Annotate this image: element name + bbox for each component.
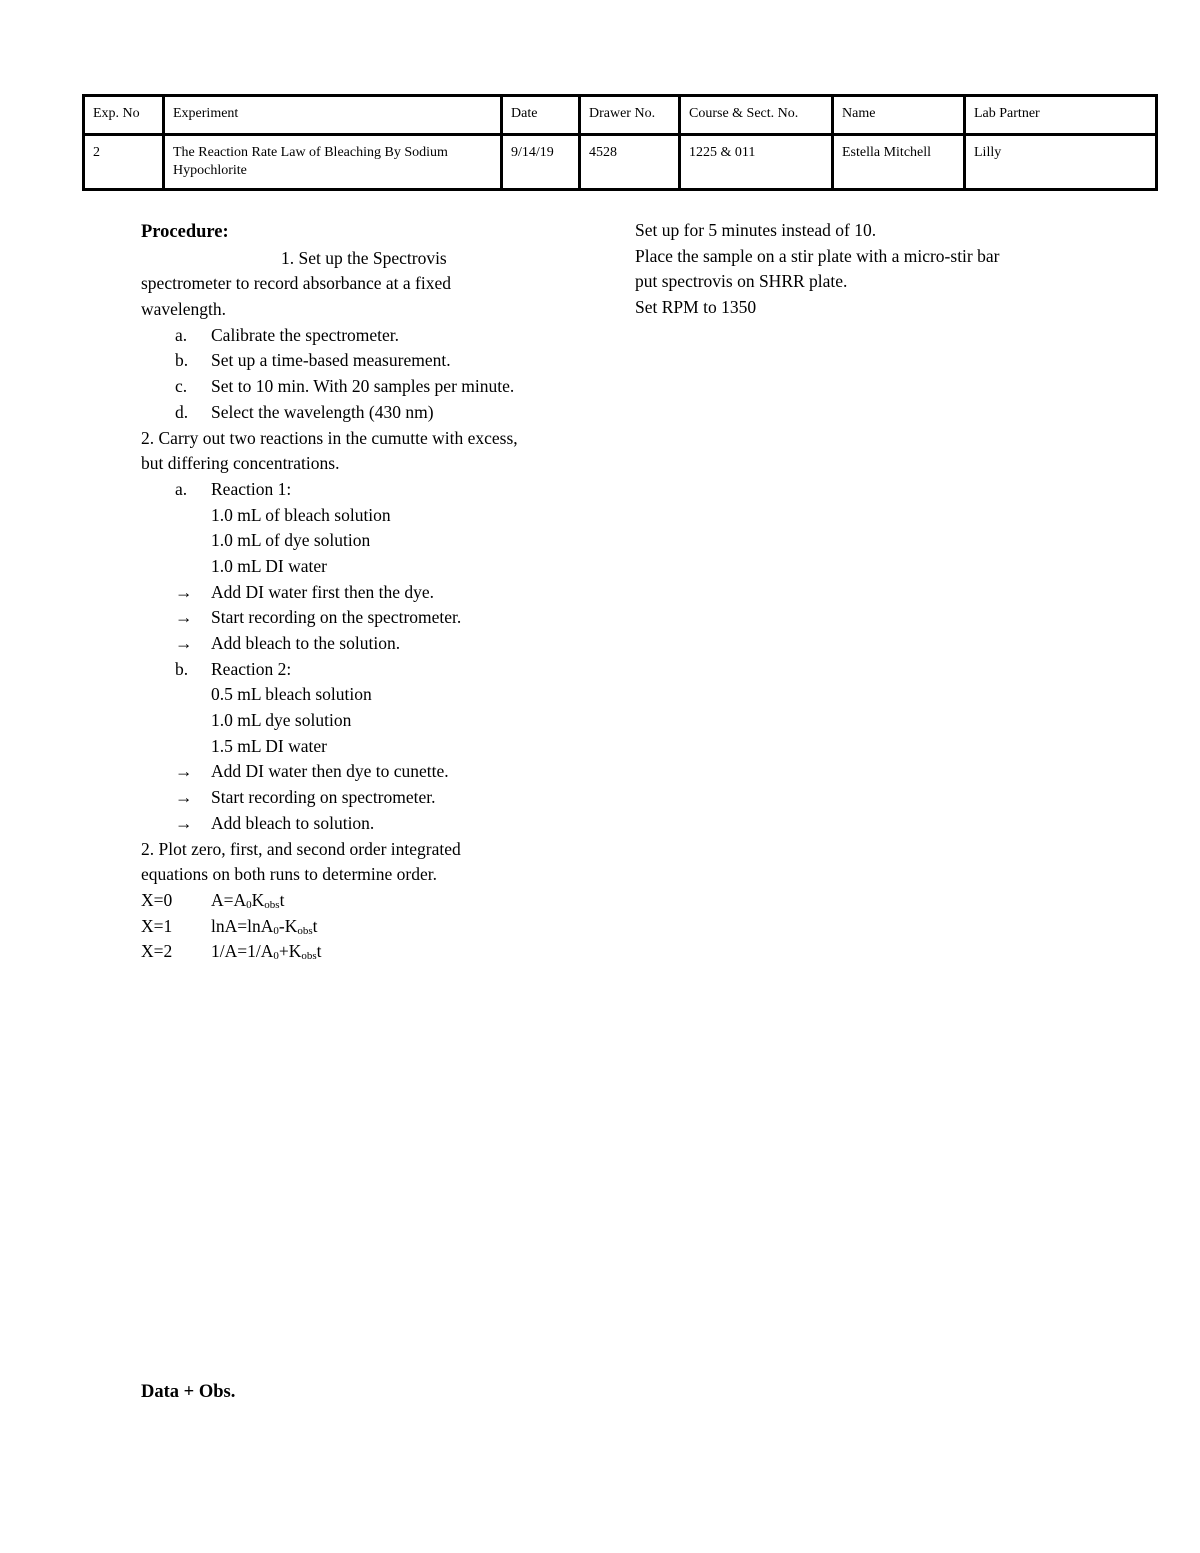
list-item	[141, 400, 581, 426]
list-text: Start recording on spectrometer.	[211, 787, 436, 808]
list-text: Calibrate the spectrometer.	[211, 324, 400, 345]
value-lab-partner: Lilly	[965, 135, 1157, 190]
header-exp-no: Exp. No	[84, 96, 164, 135]
list-text: Select the wavelength (430 nm)	[211, 401, 434, 422]
list-text: Set up a time-based measurement.	[211, 350, 451, 371]
step2-line: 2. Carry out two reactions in the cumutte with excess,	[141, 427, 518, 448]
reaction1-amount: 1.0 mL DI water	[211, 555, 327, 576]
step2-line: but differing concentrations.	[141, 453, 340, 474]
step1-continuation: spectrometer to record absorbance at a fixed	[141, 273, 451, 294]
arrow-right-icon: →	[175, 581, 193, 602]
header-experiment: Experiment	[164, 96, 502, 135]
note-line: Place the sample on a stir plate with a micro-stir bar	[635, 245, 1000, 266]
note-line: Set up for 5 minutes instead of 10.	[635, 220, 877, 240]
list-text: Add DI water first then the dye.	[211, 581, 435, 602]
list-text: Add DI water then dye to cunette.	[211, 761, 449, 782]
list-marker: c.	[175, 376, 188, 397]
arrow-right-icon: →	[175, 812, 193, 833]
value-drawer-no: 4528	[580, 135, 680, 190]
arrow-right-icon: →	[175, 607, 193, 628]
list-text: Reaction 2:	[211, 658, 292, 679]
equation-order: X=2	[141, 941, 173, 962]
header-lab-partner: Lab Partner	[965, 96, 1157, 135]
equation-second-order	[141, 939, 581, 965]
value-experiment: The Reaction Rate Law of Bleaching By Sodium Hypochlorite	[164, 135, 502, 190]
reaction2-amount: 1.5 mL DI water	[211, 735, 327, 756]
list-item	[141, 323, 581, 349]
procedure-column	[141, 220, 581, 965]
list-marker: b.	[175, 658, 189, 679]
list-item	[141, 374, 581, 400]
list-text: Add bleach to the solution.	[211, 633, 401, 653]
arrow-right-icon: →	[175, 787, 193, 808]
reaction1-amount: 1.0 mL of dye solution	[211, 530, 371, 551]
equation-first-order	[141, 914, 581, 940]
list-text: Reaction 1:	[211, 478, 292, 499]
reaction2-amount: 1.0 mL dye solution	[211, 710, 352, 731]
reaction1-step	[141, 631, 581, 657]
equation-order: X=0	[141, 889, 173, 910]
header-course-sect: Course & Sect. No.	[680, 96, 833, 135]
reaction1-title	[141, 477, 581, 503]
list-text: Start recording on the spectrometer.	[211, 607, 462, 628]
values-row	[84, 135, 1157, 190]
step3-line: 2. Plot zero, first, and second order integrated	[141, 838, 461, 859]
header-name: Name	[833, 96, 965, 135]
list-text: Add bleach to solution.	[211, 812, 375, 833]
list-item	[141, 348, 581, 374]
arrow-right-icon: →	[175, 633, 193, 653]
note-line: put spectrovis on SHRR plate.	[635, 271, 848, 292]
header-date: Date	[502, 96, 580, 135]
list-marker: d.	[175, 401, 189, 422]
equation-expression: $1/A=1/A_0+K_{obs}t$	[211, 941, 322, 963]
equation-zero-order	[141, 888, 581, 914]
list-marker: a.	[175, 324, 188, 345]
reaction1-step	[141, 605, 581, 631]
list-text: Set to 10 min. With 20 samples per minute.	[211, 376, 515, 397]
value-date: 9/14/19	[502, 135, 580, 190]
data-observations-heading: Data + Obs.	[141, 1382, 236, 1402]
step1-intro: 1. Set up the Spectrovis	[281, 247, 447, 268]
experiment-header-table	[82, 94, 1158, 191]
equation-order: X=1	[141, 915, 173, 936]
reaction2-step	[141, 785, 581, 811]
reaction2-title	[141, 657, 581, 683]
value-course-sect: 1225 & 011	[680, 135, 833, 190]
note-line: Set RPM to 1350	[635, 297, 757, 318]
step1-continuation: wavelength.	[141, 299, 227, 320]
value-name: Estella Mitchell	[833, 135, 965, 190]
reaction2-amount: 0.5 mL bleach solution	[211, 684, 372, 705]
reaction1-step	[141, 580, 581, 606]
equation-expression: $\ln A=\ln A_0-K_{obs}t$	[211, 915, 318, 937]
header-row	[84, 96, 1157, 135]
equation-expression: $A=A_0K_{obs}t$	[211, 889, 285, 911]
reaction2-step	[141, 811, 581, 837]
arrow-right-icon: →	[175, 761, 193, 782]
list-marker: b.	[175, 350, 189, 371]
header-drawer-no: Drawer No.	[580, 96, 680, 135]
notes-column	[635, 218, 1105, 321]
reaction1-amount: 1.0 mL of bleach solution	[211, 504, 391, 525]
procedure-heading: Procedure:	[141, 222, 229, 242]
reaction2-step	[141, 759, 581, 785]
step3-line: equations on both runs to determine order.	[141, 864, 437, 885]
list-marker: a.	[175, 478, 188, 499]
value-exp-no: 2	[84, 135, 164, 190]
